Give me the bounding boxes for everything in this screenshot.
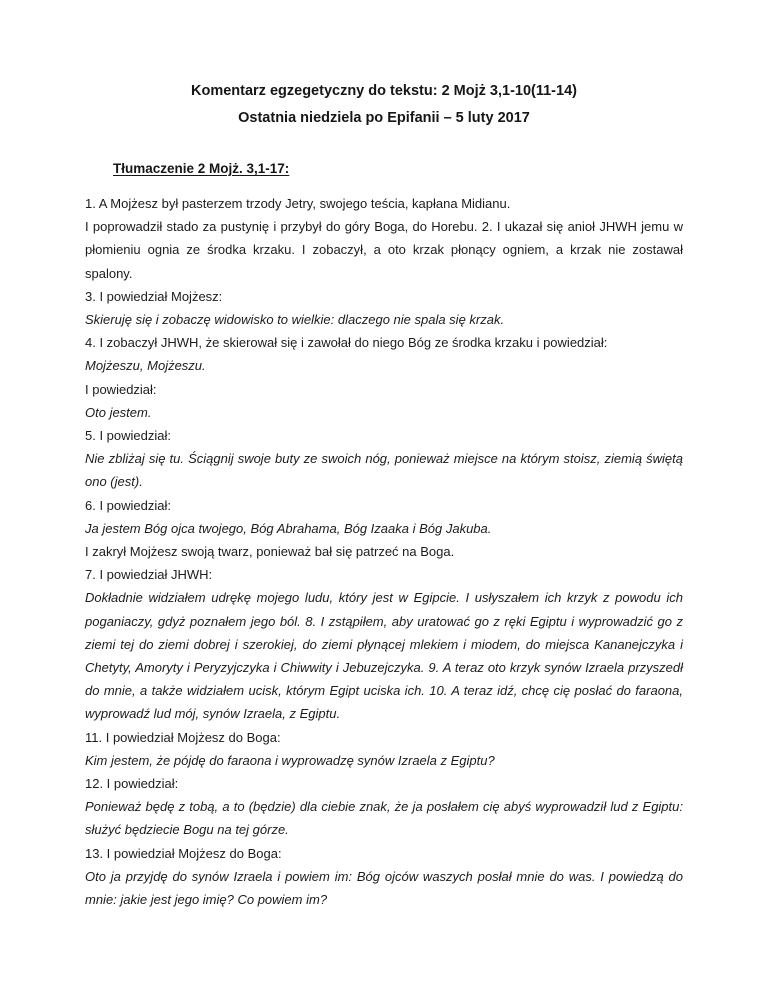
body-paragraph: 11. I powiedział Mojżesz do Boga: — [85, 729, 281, 745]
body-paragraph: Dokładnie widziałem udrękę mojego ludu, który jest w Egipcie. I usłyszałem ich krzyk z powodu ich poganiaczy, gdyż poznałem jego ból. 8. I zstąpiłem, aby uratować go z ręki Egiptu i wyprowadzić go z ziemi tej do ziemi dobrej i szerokiej, do ziemi płynącej mlekiem i miodem, do miejsca Kananejczyka i Chetyty, Amoryty i Peryzyjczyka i Chiwwity i Jebuzejczyka. 9. A teraz oto krzyk synów Izraela przyszedł do mnie, a także widziałem ucisk, którym Egipt uciska ich. 10. A teraz idź, chcę cię posłać do faraona, wyprowadź lud mój, synów Izraela, z Egiptu. — [85, 590, 683, 722]
document-subtitle: Ostatnia niedziela po Epifanii – 5 luty 2017 — [238, 110, 530, 126]
body-paragraph: 3. I powiedział Mojżesz: — [85, 288, 223, 304]
body-paragraph: 5. I powiedział: — [85, 428, 171, 444]
body-paragraph: 12. I powiedział: — [85, 776, 179, 792]
body-paragraph: 13. I powiedział Mojżesz do Boga: — [85, 845, 282, 861]
body-paragraph: Oto ja przyjdę do synów Izraela i powiem im: Bóg ojców waszych posłał mnie do was. I powiedzą do mnie: jakie jest jego imię? Co powiem im? — [85, 868, 683, 908]
body-paragraph: 1. A Mojżesz był pasterzem trzody Jetry, swojego teścia, kapłana Midianu. — [85, 196, 511, 211]
body-paragraph: 6. I powiedział: — [85, 497, 171, 513]
section-heading-text: Tłumaczenie 2 Mojż. 3,1-17: — [113, 161, 290, 176]
body-paragraph: I zakrył Mojżesz swoją twarz, ponieważ bał się patrzeć na Boga. — [85, 544, 455, 560]
body-paragraph: Oto jestem. — [85, 404, 152, 420]
section-heading — [113, 157, 683, 180]
body-paragraph: Ja jestem Bóg ojca twojego, Bóg Abrahama, Bóg Izaaka i Bóg Jakuba. — [85, 520, 492, 536]
body-paragraph: Ponieważ będę z tobą, a to (będzie) dla ciebie znak, że ja posłałem cię abyś wyprowadził lud z Egiptu: służyć będziecie Bogu na tej górze. — [85, 799, 683, 838]
body-paragraph: I poprowadził stado za pustynię i przybył do góry Boga, do Horebu. 2. I ukazał się anioł JHWH jemu w płomieniu ognia ze środka krzaku. I zobaczył, a oto krzak płonący ogniem, a krzak nie zostawał spalony. — [85, 219, 683, 281]
document-body — [85, 192, 683, 911]
body-paragraph: Mojżeszu, Mojżeszu. — [85, 358, 206, 374]
body-paragraph: Nie zbliżaj się tu. Ściągnij swoje buty ze swoich nóg, ponieważ miejsce na którym stoisz, ziemią świętą ono (jest). — [85, 451, 683, 490]
body-paragraph: Skieruję się i zobaczę widowisko to wielkie: dlaczego nie spala się krzak. — [85, 312, 505, 328]
document-title: Komentarz egzegetyczny do tekstu: 2 Mojż 3,1-10(11-14) — [191, 83, 577, 99]
body-paragraph: 4. I zobaczył JHWH, że skierował się i zawołał do niego Bóg ze środka krzaku i powiedział: — [85, 335, 608, 351]
body-paragraph: Kim jestem, że pójdę do faraona i wyprowadzę synów Izraela z Egiptu? — [85, 752, 495, 768]
body-paragraph: 7. I powiedział JHWH: — [85, 567, 213, 583]
body-paragraph: I powiedział: — [85, 381, 157, 397]
